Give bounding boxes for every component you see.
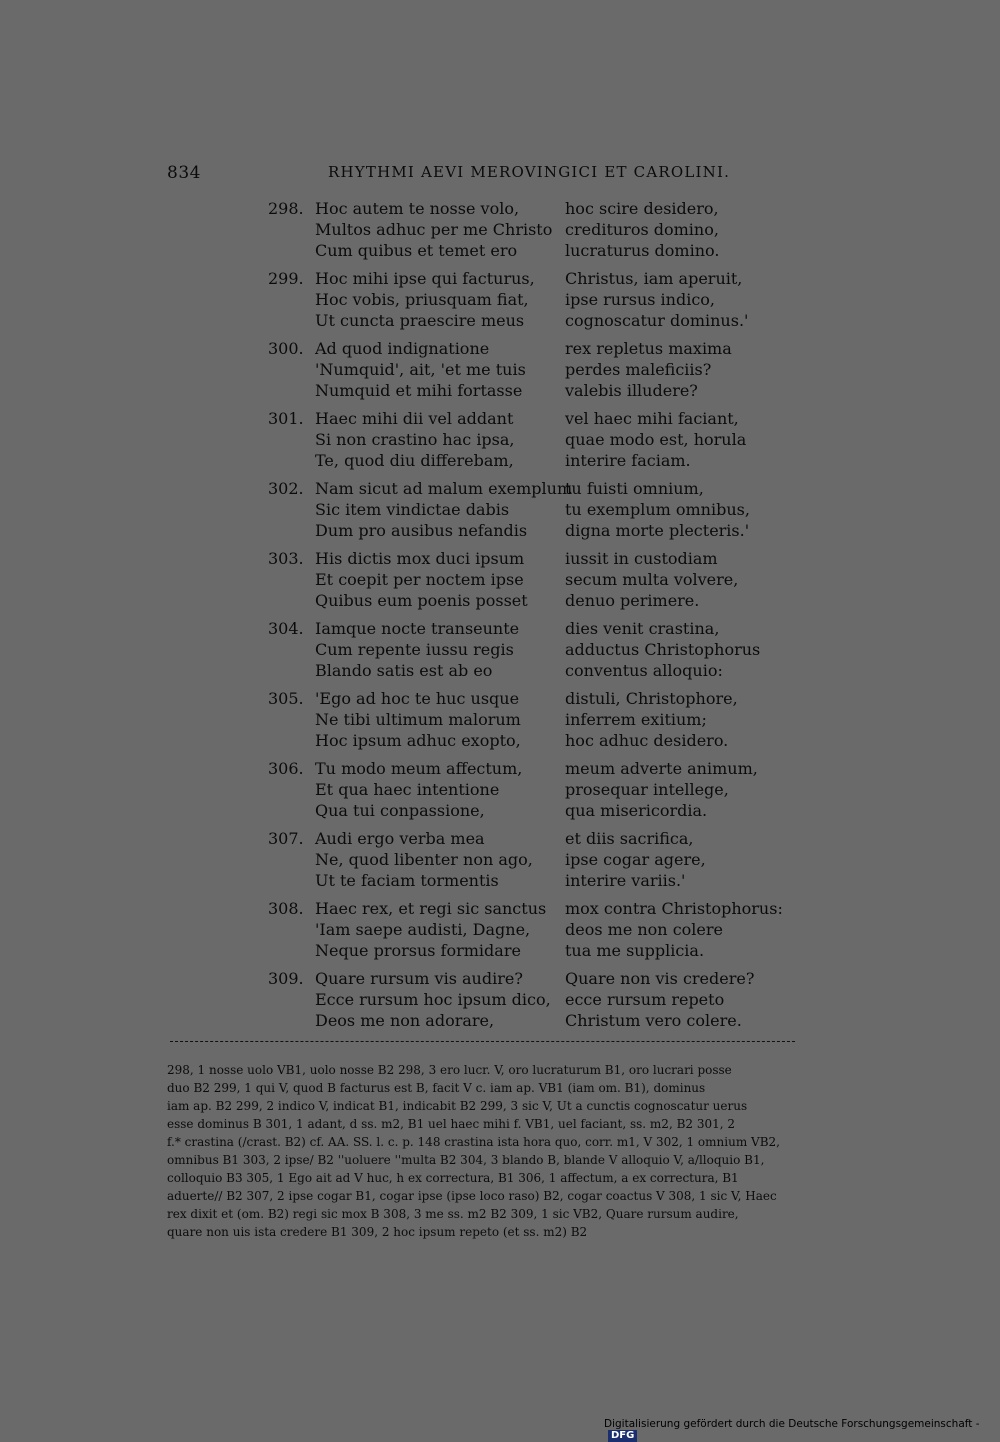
verse-left: Si non crastino hac ipsa,	[315, 430, 515, 449]
verse-right: cognoscatur dominus.'	[565, 311, 749, 330]
verse-right: perdes maleficiis?	[565, 360, 712, 379]
verse-left: Hoc mihi ipse qui facturus,	[315, 269, 535, 288]
verse-right: quae modo est, horula	[565, 430, 747, 449]
stanza-number: 301.	[268, 409, 304, 428]
verse-left: Cum quibus et temet ero	[315, 241, 518, 260]
verse-right: valebis illudere?	[565, 381, 698, 400]
verse-left: Et qua haec intentione	[315, 780, 500, 799]
verse-left: Dum pro ausibus nefandis	[315, 521, 528, 540]
verse-right: et diis sacrifica,	[565, 829, 694, 848]
verse-right: iussit in custodiam	[565, 549, 718, 568]
stanza-number: 299.	[268, 269, 304, 288]
stanza	[268, 549, 808, 619]
verse-right: tua me supplicia.	[565, 941, 705, 960]
stanza	[268, 689, 808, 759]
page-number: 834	[167, 163, 201, 183]
stanza	[268, 759, 808, 829]
verse-left: Te, quod diu differebam,	[315, 451, 514, 470]
verse-right: vel haec mihi faciant,	[565, 409, 739, 428]
apparatus-line: colloquio B3 305, 1 Ego ait ad V huc, h ex correctura, B1 306, 1 affectum, a ex correctura, B1	[167, 1171, 739, 1185]
verse-left: Ne, quod libenter non ago,	[315, 850, 533, 869]
verse-left: Hoc autem te nosse volo,	[315, 199, 520, 218]
apparatus-line: quare non uis ista credere B1 309, 2 hoc ipsum repeto (et ss. m2) B2	[167, 1225, 588, 1239]
verse-left: Hoc vobis, priusquam fiat,	[315, 290, 529, 309]
verse-right: digna morte plecteris.'	[565, 521, 750, 540]
verse-right: hoc scire desidero,	[565, 199, 719, 218]
verse-left: Quibus eum poenis posset	[315, 591, 528, 610]
verse-right: ipse rursus indico,	[565, 290, 715, 309]
apparatus-line: rex dixit et (om. B2) regi sic mox B 308, 3 me ss. m2 B2 309, 1 sic VB2, Quare rursum audire,	[167, 1207, 739, 1221]
verse-right: qua misericordia.	[565, 801, 708, 820]
stanza	[268, 479, 808, 549]
verse-right: ecce rursum repeto	[565, 990, 725, 1009]
verse-left: Haec mihi dii vel addant	[315, 409, 514, 428]
credit-text: Digitalisierung gefördert durch die Deutsche Forschungsgemeinschaft -	[604, 1418, 980, 1430]
verse-left: Ad quod indignatione	[315, 339, 490, 358]
stanza	[268, 969, 808, 1039]
verse-right: rex repletus maxima	[565, 339, 732, 358]
stanza	[268, 619, 808, 689]
running-title: RHYTHMI AEVI MEROVINGICI ET CAROLINI.	[328, 163, 731, 181]
verse-left: 'Ego ad hoc te huc usque	[315, 689, 520, 708]
verse-right: inferrem exitium;	[565, 710, 707, 729]
dfg-logo: DFG	[608, 1430, 637, 1442]
verse-left: Tu modo meum affectum,	[315, 759, 523, 778]
verse-right: interire faciam.	[565, 451, 691, 470]
verse-left: Qua tui conpassione,	[315, 801, 485, 820]
apparatus-line: aduerte// B2 307, 2 ipse cogar B1, cogar ipse (ipse loco raso) B2, cogar coactus V 308, 1 sic V, Haec	[167, 1189, 777, 1203]
stanza-number: 306.	[268, 759, 304, 778]
verse-block	[268, 199, 808, 1039]
verse-left: Et coepit per noctem ipse	[315, 570, 524, 589]
apparatus-line: f.* crastina (/crast. B2) cf. AA. SS. l. c. p. 148 crastina ista hora quo, corr. m1, V 302, 1 omnium VB2,	[167, 1135, 780, 1149]
verse-right: deos me non colere	[565, 920, 723, 939]
stanza	[268, 339, 808, 409]
verse-left: Ne tibi ultimum malorum	[315, 710, 521, 729]
verse-left: Ut cuncta praescire meus	[315, 311, 525, 330]
verse-left: Deos me non adorare,	[315, 1011, 495, 1030]
verse-right: Christum vero colere.	[565, 1011, 742, 1030]
verse-left: Blando satis est ab eo	[315, 661, 493, 680]
verse-right: credituros domino,	[565, 220, 719, 239]
verse-right: tu exemplum omnibus,	[565, 500, 750, 519]
verse-right: hoc adhuc desidero.	[565, 731, 729, 750]
verse-left: His dictis mox duci ipsum	[315, 549, 525, 568]
apparatus-line: 298, 1 nosse uolo VB1, uolo nosse B2 298, 3 ero lucr. V, oro lucraturum B1, oro lucrari posse	[167, 1063, 732, 1077]
verse-right: adductus Christophorus	[565, 640, 761, 659]
verse-right: prosequar intellege,	[565, 780, 729, 799]
verse-right: interire variis.'	[565, 871, 686, 890]
verse-right: Quare non vis credere?	[565, 969, 755, 988]
stanza-number: 302.	[268, 479, 304, 498]
verse-right: tu fuisti omnium,	[565, 479, 704, 498]
apparatus-line: iam ap. B2 299, 2 indico V, indicat B1, indicabit B2 299, 3 sic V, Ut a cunctis cognoscatur uerus	[167, 1099, 748, 1113]
verse-left: Sic item vindictae dabis	[315, 500, 510, 519]
verse-right: dies venit crastina,	[565, 619, 720, 638]
verse-right: Christus, iam aperuit,	[565, 269, 743, 288]
stanza	[268, 199, 808, 269]
verse-left: 'Numquid', ait, 'et me tuis	[315, 360, 526, 379]
verse-left: Ut te faciam tormentis	[315, 871, 499, 890]
stanza	[268, 829, 808, 899]
verse-right: ipse cogar agere,	[565, 850, 706, 869]
verse-right: secum multa volvere,	[565, 570, 739, 589]
verse-right: lucraturus domino.	[565, 241, 720, 260]
verse-left: Numquid et mihi fortasse	[315, 381, 523, 400]
verse-right: conventus alloquio:	[565, 661, 723, 680]
apparatus-line: omnibus B1 303, 2 ipse/ B2 ''uoluere ''multa B2 304, 3 blando B, blande V alloquio V, a/lloquio B1,	[167, 1153, 765, 1167]
critical-apparatus	[167, 1061, 837, 1241]
apparatus-line: duo B2 299, 1 qui V, quod B facturus est B, facit V c. iam ap. VB1 (iam om. B1), dominus	[167, 1081, 706, 1095]
footnote-divider	[170, 1041, 795, 1042]
verse-left: Quare rursum vis audire?	[315, 969, 523, 988]
stanza-number: 308.	[268, 899, 304, 918]
verse-left: Cum repente iussu regis	[315, 640, 514, 659]
stanza-number: 303.	[268, 549, 304, 568]
stanza	[268, 409, 808, 479]
verse-left: Multos adhuc per me Christo	[315, 220, 553, 239]
stanza-number: 307.	[268, 829, 304, 848]
verse-left: Hoc ipsum adhuc exopto,	[315, 731, 521, 750]
verse-left: Audi ergo verba mea	[315, 829, 485, 848]
verse-left: Haec rex, et regi sic sanctus	[315, 899, 547, 918]
stanza-number: 304.	[268, 619, 304, 638]
stanza	[268, 899, 808, 969]
verse-right: mox contra Christophorus:	[565, 899, 783, 918]
stanza-number: 298.	[268, 199, 304, 218]
stanza-number: 309.	[268, 969, 304, 988]
apparatus-line: esse dominus B 301, 1 adant, d ss. m2, B1 uel haec mihi f. VB1, uel faciant, ss. m2, B2 301, 2	[167, 1117, 736, 1131]
stanza-number: 300.	[268, 339, 304, 358]
digitization-credit	[604, 1418, 1000, 1442]
verse-right: meum adverte animum,	[565, 759, 758, 778]
verse-right: denuo perimere.	[565, 591, 700, 610]
verse-left: Ecce rursum hoc ipsum dico,	[315, 990, 551, 1009]
verse-left: Iamque nocte transeunte	[315, 619, 520, 638]
verse-left: Nam sicut ad malum exemplum	[315, 479, 573, 498]
verse-left: 'Iam saepe audisti, Dagne,	[315, 920, 531, 939]
stanza-number: 305.	[268, 689, 304, 708]
verse-right: distuli, Christophore,	[565, 689, 738, 708]
verse-left: Neque prorsus formidare	[315, 941, 521, 960]
stanza	[268, 269, 808, 339]
